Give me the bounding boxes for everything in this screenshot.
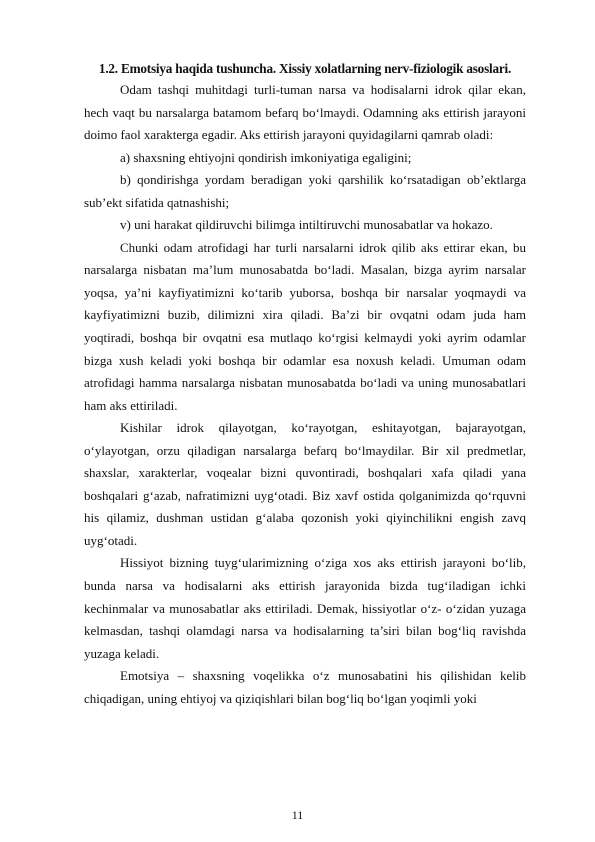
list-item-b: b) qondirishga yordam beradigan yoki qarshilik ko‘rsatadigan ob’ektlarga sub’ekt sifatida qatnashishi; — [84, 172, 526, 210]
document-page — [84, 59, 526, 710]
page-number: 11 — [291, 808, 304, 822]
list-item-a: a) shaxsning ehtiyojni qondirish imkoniyatiga egaligini; — [120, 149, 412, 165]
paragraph-2: Chunki odam atrofidagi har turli narsalarni idrok qilib aks ettirar ekan, bu narsalarga nisbatan ma’lum munosabatda bo‘ladi. Masalan, bizga ayrim narsalar yoqsa, ya’ni kayfiyatimizni ko‘tarib yuborsa, boshqa bir narsalar yoqmaydi va kayfiyatimizni buzib, dilimizni xira qiladi. Ba’zi bir ovqatni odam juda ham yoqtiradi, boshqa bir ovqatni esa mutlaqo ko‘rgisi kelmaydi yoki ayrim odamlar bizga xush keladi yoki boshqa bir odamlar esa noxush keladi. Umuman odam atrofidagi hamma narsalarga nisbatan munosabatda bo‘ladi va uning munosabatlari ham aks ettiriladi. — [84, 239, 526, 413]
paragraph-1: Odam tashqi muhitdagi turli-tuman narsa va hodisalarni idrok qilar ekan, hech vaqt bu narsalarga batamom befarq bo‘lmaydi. Odamning aks ettirish jarayoni doimo faol xarakterga egadir. Aks ettirish jarayoni quyidagilarni qamrab oladi: — [84, 82, 526, 143]
paragraph-4: Hissiyot bizning tuyg‘ularimizning o‘ziga xos aks ettirish jarayoni bo‘lib, bunda narsa va hodisalarni aks ettirish jarayonida bizda tug‘iladigan ichki kechinmalar va munosabatlar aks ettiriladi. Demak, hissiyotlar o‘z- o‘zidan yuzaga kelmasdan, tashqi olamdagi narsa va hodisalarning ta’siri bilan bog‘liq ravishda yuzaga keladi. — [84, 555, 526, 661]
paragraph-3: Kishilar idrok qilayotgan, ko‘rayotgan, eshitayotgan, bajarayotgan, o‘ylayotgan, orzu qiladigan narsalarga befarq bo‘lmaydilar. Bir xil predmetlar, shaxslar, xarakterlar, voqealar bizni quvontiradi, boshqalari xafa qiladi yana boshqalari g‘azab, nafratimizni uyg‘otadi. Biz xavf ostida qolganimizda qo‘rquvni his qilamiz, dushman ustidan g‘alaba qozonish yoki qiyinchilikni engish zavq uyg‘otadi. — [84, 420, 526, 548]
paragraph-5: Emotsiya – shaxsning voqelikka o‘z munosabatini his qilishidan kelib chiqadigan, uning ehtiyoj va qiziqishlari bilan bog‘liq bo‘lgan yoqimli yoki — [84, 668, 526, 706]
section-heading: 1.2. Emotsiya haqida tushuncha. Xissiy xolatlarning nerv-fiziologik asoslari. — [98, 61, 512, 76]
list-item-v: v) uni harakat qildiruvchi bilimga intiltiruvchi munosabatlar va hokazo. — [120, 217, 493, 233]
